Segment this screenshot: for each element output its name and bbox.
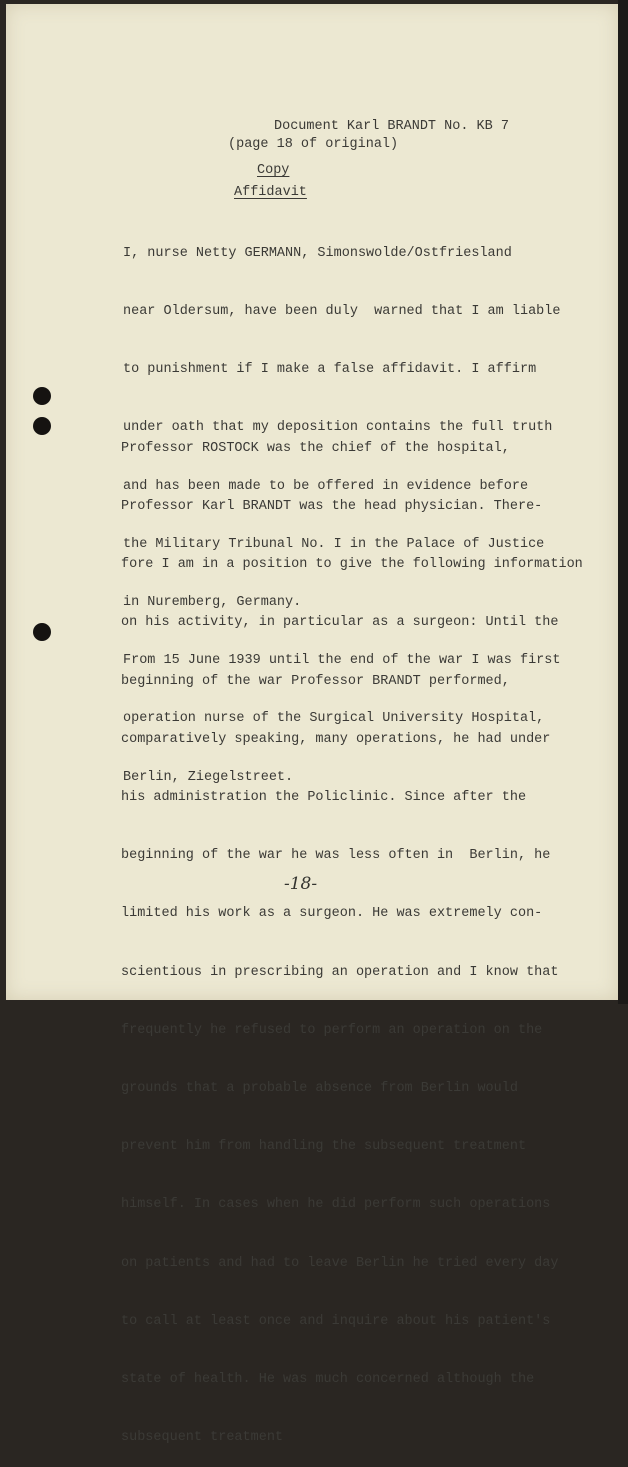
text-line: under oath that my deposition contains the full truth [123,420,553,436]
page-number: -18- [284,874,318,894]
text-line: subsequent treatment [121,1430,284,1446]
text-line: frequently he refused to perform an operation on the [121,1022,543,1038]
text-line: scientious in prescribing an operation and I know that [121,964,559,980]
text-line: prevent him from handling the subsequent treatment [121,1139,527,1155]
punch-hole [33,623,51,641]
text-line: to punishment if I make a false affidavit. I affirm [123,362,537,378]
text-line: fore I am in a position to give the following information [121,557,583,573]
punch-hole [33,417,51,435]
document-reference: Document Karl BRANDT No. KB 7 [274,119,509,134]
text-line: on his activity, in particular as a surgeon: Until the [121,615,559,631]
paragraph-testimony [121,400,583,1467]
text-line: himself. In cases when he did perform such operations [121,1197,551,1213]
scan-edge [618,0,628,1004]
text-line: Professor Karl BRANDT was the head physician. There- [121,499,543,515]
text-line: From 15 June 1939 until the end of the war I was first [123,653,561,669]
text-line: operation nurse of the Surgical University Hospital, [123,711,545,727]
text-line: comparatively speaking, many operations, he had under [121,731,551,747]
text-line: his administration the Policlinic. Since after the [121,790,527,806]
text-line: the Military Tribunal No. I in the Palace of Justice [123,536,545,552]
copy-label: Copy [257,163,290,178]
punch-hole [33,387,51,405]
text-line: Professor ROSTOCK was the chief of the hospital, [121,440,510,456]
page-reference: (page 18 of original) [228,137,399,152]
text-line: near Oldersum, have been duly warned that I am liable [123,304,561,320]
document-title: Affidavit [234,185,307,200]
text-line: beginning of the war Professor BRANDT performed, [121,673,510,689]
text-line: in Nuremberg, Germany. [123,595,302,611]
text-line: Berlin, Ziegelstreet. [123,769,294,785]
text-line: state of health. He was much concerned although the [121,1372,535,1388]
text-line: grounds that a probable absence from Berlin would [121,1081,518,1097]
text-line: limited his work as a surgeon. He was extremely con- [121,906,543,922]
text-line: and has been made to be offered in evidence before [123,478,529,494]
text-line: to call at least once and inquire about his patient's [121,1313,551,1329]
text-line: beginning of the war he was less often in Berlin, he [121,848,551,864]
text-line: on patients and had to leave Berlin he tried every day [121,1255,559,1271]
text-line: I, nurse Netty GERMANN, Simonswolde/Ostfriesland [123,245,512,261]
